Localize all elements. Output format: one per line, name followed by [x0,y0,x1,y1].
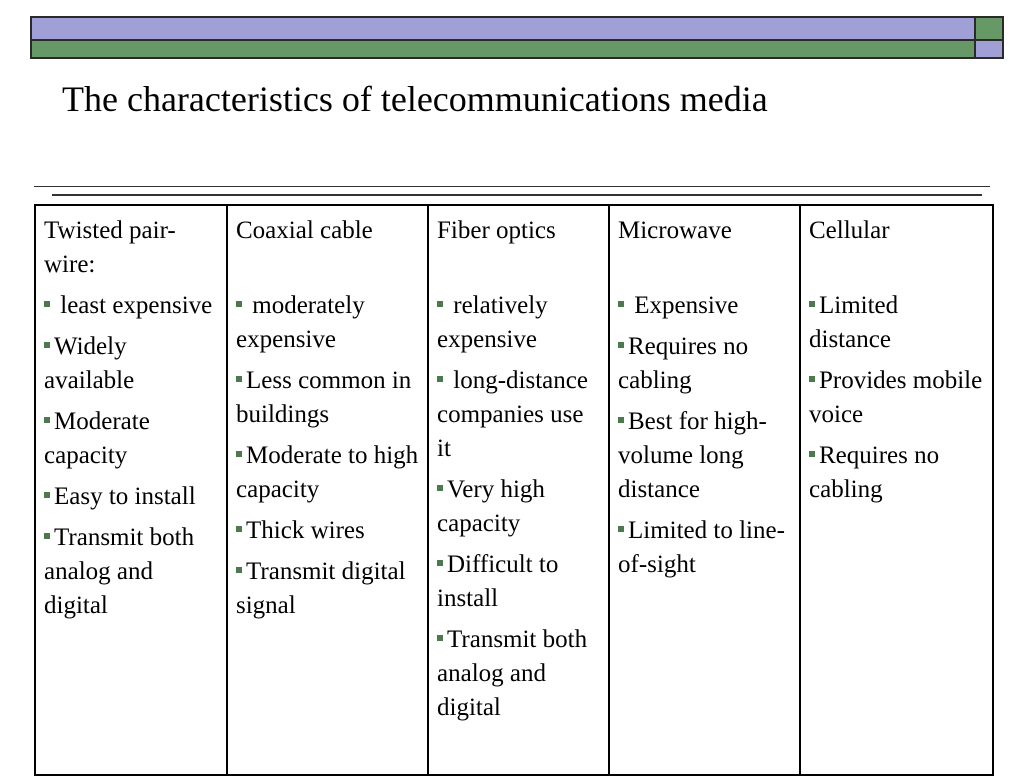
square-bullet-icon [44,342,50,348]
column-header: Coaxial cable [236,217,373,244]
list-item-text: Easy to install [54,483,196,510]
list-item-text: Moderate capacity [44,408,150,469]
list-item-text: Limited distance [809,292,899,353]
list-item [437,364,600,466]
square-bullet-icon [437,635,443,641]
table-cell-coaxial-cable [227,205,428,775]
list-item-text: Provides mobile voice [809,367,983,428]
bullet-list [809,289,984,507]
list-item [44,480,218,514]
square-bullet-icon [44,492,50,498]
list-item-text: Limited to line-of-sight [618,517,785,578]
column-header: Twisted pair-wire: [44,217,176,278]
list-item-text: Thick wires [246,517,365,544]
column-header: Cellular [809,217,890,244]
table-cell-fiber-optics [428,205,609,775]
list-item-text: Very high capacity [437,476,545,537]
square-bullet-icon [809,301,815,307]
header-bar-blue-stripe [30,16,976,41]
title-divider-thin [34,186,990,187]
list-item [44,405,218,473]
list-item [44,330,218,398]
list-item [618,405,791,507]
square-bullet-icon [236,376,242,382]
list-item-text: relatively expensive [437,292,548,353]
title-divider-thick [52,194,982,196]
list-item-text: moderately expensive [236,292,365,353]
list-item [236,555,419,623]
square-bullet-icon [437,301,443,307]
list-item [618,289,791,323]
list-item-text: least expensive [54,292,213,319]
square-bullet-icon [44,533,50,539]
bullet-list [618,289,791,582]
list-item [809,439,984,507]
table-cell-cellular [800,205,993,775]
media-characteristics-table [34,204,994,776]
list-item-text: Best for high-volume long distance [618,408,767,503]
list-item-text: Moderate to high capacity [236,442,419,503]
square-bullet-icon [618,526,624,532]
list-item-text: Transmit both analog and digital [44,524,195,619]
square-bullet-icon [437,376,443,382]
list-item [618,514,791,582]
square-bullet-icon [618,301,624,307]
square-bullet-icon [618,417,624,423]
slide-header-bar [30,16,1006,60]
header-corner-green-square [976,16,1004,41]
column-header: Fiber optics [437,217,556,244]
table-row [35,205,993,775]
list-item [44,521,218,623]
bullet-list [236,289,419,623]
list-item-text: Requires no cabling [618,333,749,394]
square-bullet-icon [236,526,242,532]
square-bullet-icon [44,301,50,307]
square-bullet-icon [618,342,624,348]
list-item [236,364,419,432]
header-bar-green-stripe [30,41,976,59]
square-bullet-icon [236,451,242,457]
list-item [437,548,600,616]
list-item-text: Requires no cabling [809,442,940,503]
list-item-text: Transmit both analog and digital [437,626,588,721]
list-item-text: long-distance companies use it [437,367,588,462]
list-item [437,473,600,541]
square-bullet-icon [44,417,50,423]
header-corner-blue-square [976,41,1004,59]
list-item [236,514,419,548]
square-bullet-icon [809,451,815,457]
square-bullet-icon [236,567,242,573]
list-item [44,289,218,323]
list-item [809,364,984,432]
list-item [809,289,984,357]
slide-title: The characteristics of telecommunications media [62,79,768,119]
list-item-text: Transmit digital signal [236,558,406,619]
list-item-text: Difficult to install [437,551,559,612]
list-item [437,623,600,725]
list-item [236,439,419,507]
square-bullet-icon [236,301,242,307]
square-bullet-icon [437,560,443,566]
list-item-text: Less common in buildings [236,367,412,428]
square-bullet-icon [437,485,443,491]
list-item [437,289,600,357]
column-header: Microwave [618,217,732,244]
square-bullet-icon [809,376,815,382]
list-item-text: Expensive [628,292,739,319]
list-item-text: Widely available [44,333,135,394]
bullet-list [437,289,600,725]
table-cell-twisted-pair [35,205,227,775]
list-item [618,330,791,398]
list-item [236,289,419,357]
bullet-list [44,289,218,623]
table-cell-microwave [609,205,800,775]
